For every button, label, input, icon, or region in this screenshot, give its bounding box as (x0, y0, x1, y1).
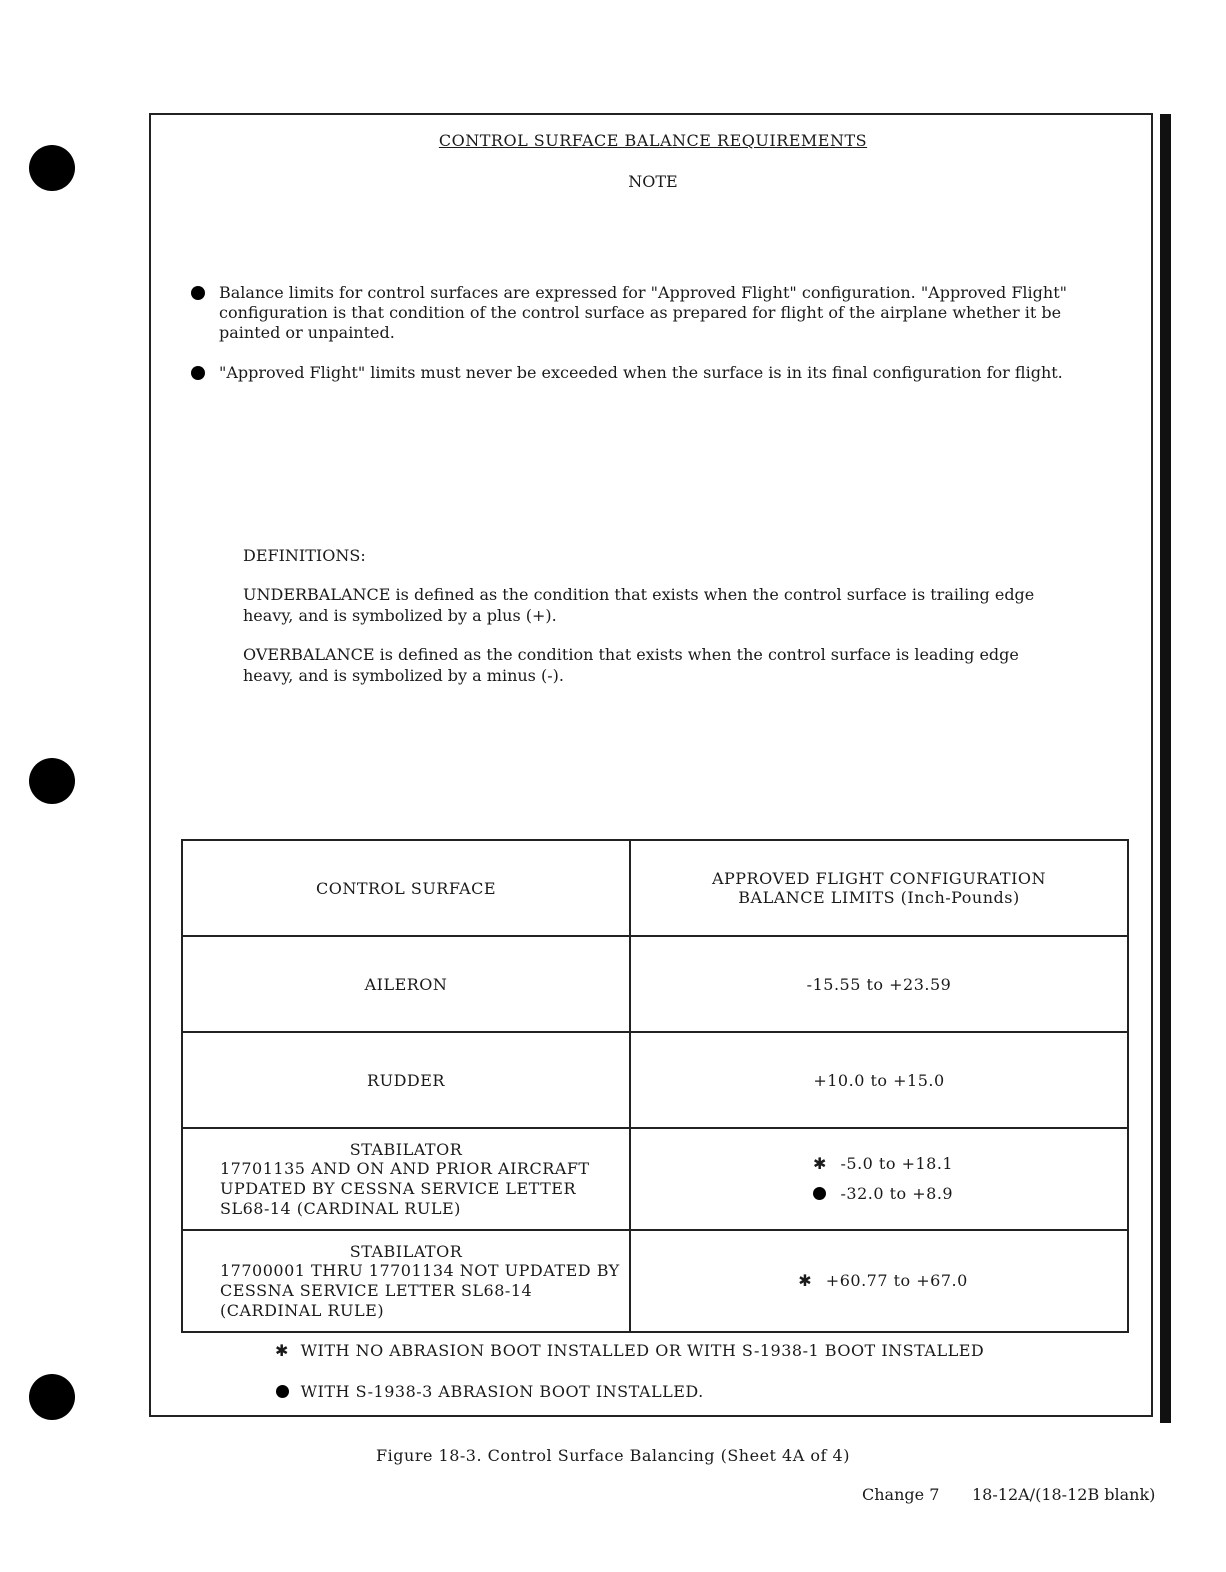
footnote-dot (269, 1382, 704, 1401)
table-row-stabilator-updated (182, 1128, 1128, 1230)
footnote-star-text: WITH NO ABRASION BOOT INSTALLED OR WITH S-1938-1 BOOT INSTALLED (300, 1341, 985, 1360)
note-bullet-2-text: "Approved Flight" limits must never be exceeded when the surface is in its final configuration for flight. (219, 363, 1063, 382)
binder-hole-bottom (29, 1374, 75, 1420)
table-row-stabilator-not-updated (182, 1230, 1128, 1332)
header-balance-limits (630, 840, 1128, 936)
definitions (243, 545, 1063, 704)
table-row-rudder (182, 1032, 1128, 1128)
bullet-dot-icon (269, 1382, 295, 1401)
page-title: CONTROL SURFACE BALANCE REQUIREMENTS (438, 131, 868, 150)
figure-frame (149, 113, 1153, 1417)
asterisk-icon: ✱ (812, 1154, 827, 1173)
stabilator-updated-limit-star-value: -5.0 to +18.1 (840, 1154, 954, 1173)
bullet-dot-icon (191, 366, 205, 380)
asterisk-icon: ✱ (798, 1271, 813, 1290)
note-heading: NOTE (628, 172, 678, 191)
bullet-dot-icon (191, 286, 205, 300)
header-control-surface: CONTROL SURFACE (182, 840, 630, 936)
stabilator-not-updated-name: STABILATOR (349, 1241, 463, 1261)
aileron-limits: -15.55 to +23.59 (630, 936, 1128, 1032)
footnote-star (269, 1341, 984, 1360)
stabilator-not-updated-limits (630, 1230, 1128, 1332)
asterisk-icon: ✱ (275, 1341, 289, 1360)
stabilator-updated-limit-dot-value: -32.0 to +8.9 (840, 1184, 954, 1203)
bullet-dot-icon (805, 1179, 835, 1209)
binder-hole-top (29, 145, 75, 191)
footnote-dot-text: WITH S-1938-3 ABRASION BOOT INSTALLED. (300, 1382, 704, 1401)
table-header-row (182, 840, 1128, 936)
stabilator-updated-cell (182, 1128, 630, 1230)
stabilator-not-updated-cell (182, 1230, 630, 1332)
change-number: Change 7 (862, 1485, 940, 1504)
header-balance-limits-line1: APPROVED FLIGHT CONFIGURATION (711, 869, 1047, 888)
stabilator-not-updated-desc: 17700001 THRU 17701134 NOT UPDATED BY CESSNA SERVICE LETTER SL68-14 (CARDINAL RULE) (220, 1260, 620, 1320)
rudder-limits: +10.0 to +15.0 (630, 1032, 1128, 1128)
stabilator-not-updated-limit-star (632, 1266, 1126, 1296)
balance-limits-table (181, 839, 1129, 1333)
stabilator-not-updated-limit-star-value: +60.77 to +67.0 (825, 1271, 968, 1290)
aileron-name: AILERON (182, 936, 630, 1032)
page-number: 18-12A/(18-12B blank) (972, 1485, 1156, 1504)
figure-caption: Figure 18-3. Control Surface Balancing (Sheet 4A of 4) (376, 1446, 850, 1465)
stabilator-updated-desc: 17701135 AND ON AND PRIOR AIRCRAFT UPDATED BY CESSNA SERVICE LETTER SL68-14 (CARDINAL RULE) (220, 1158, 590, 1218)
overbalance-definition: OVERBALANCE is defined as the condition that exists when the control surface is leading edge heavy, and is symbolized by a minus (-). (243, 645, 1019, 685)
stabilator-updated-limit-star (632, 1149, 1126, 1179)
note-bullet-2 (191, 363, 1111, 383)
rudder-name: RUDDER (182, 1032, 630, 1128)
underbalance-definition: UNDERBALANCE is defined as the condition that exists when the control surface is trailing edge heavy, and is symbolized by a plus (+). (243, 585, 1035, 625)
definitions-heading: DEFINITIONS: (243, 546, 366, 565)
note-bullet-1 (191, 283, 1111, 343)
header-balance-limits-line2: BALANCE LIMITS (Inch-Pounds) (738, 888, 1020, 907)
stabilator-updated-name: STABILATOR (349, 1139, 463, 1159)
binder-hole-middle (29, 758, 75, 804)
stabilator-updated-limit-dot (632, 1179, 1126, 1209)
stabilator-updated-limits (630, 1128, 1128, 1230)
page-edge-bar (1160, 114, 1171, 1423)
table-row-aileron (182, 936, 1128, 1032)
note-bullet-1-text: Balance limits for control surfaces are expressed for "Approved Flight" configuration. "Approved Flight" configuration is that condition of the control surface as prepared for flight of the airplane whether it be painted or unpainted. (219, 283, 1067, 342)
